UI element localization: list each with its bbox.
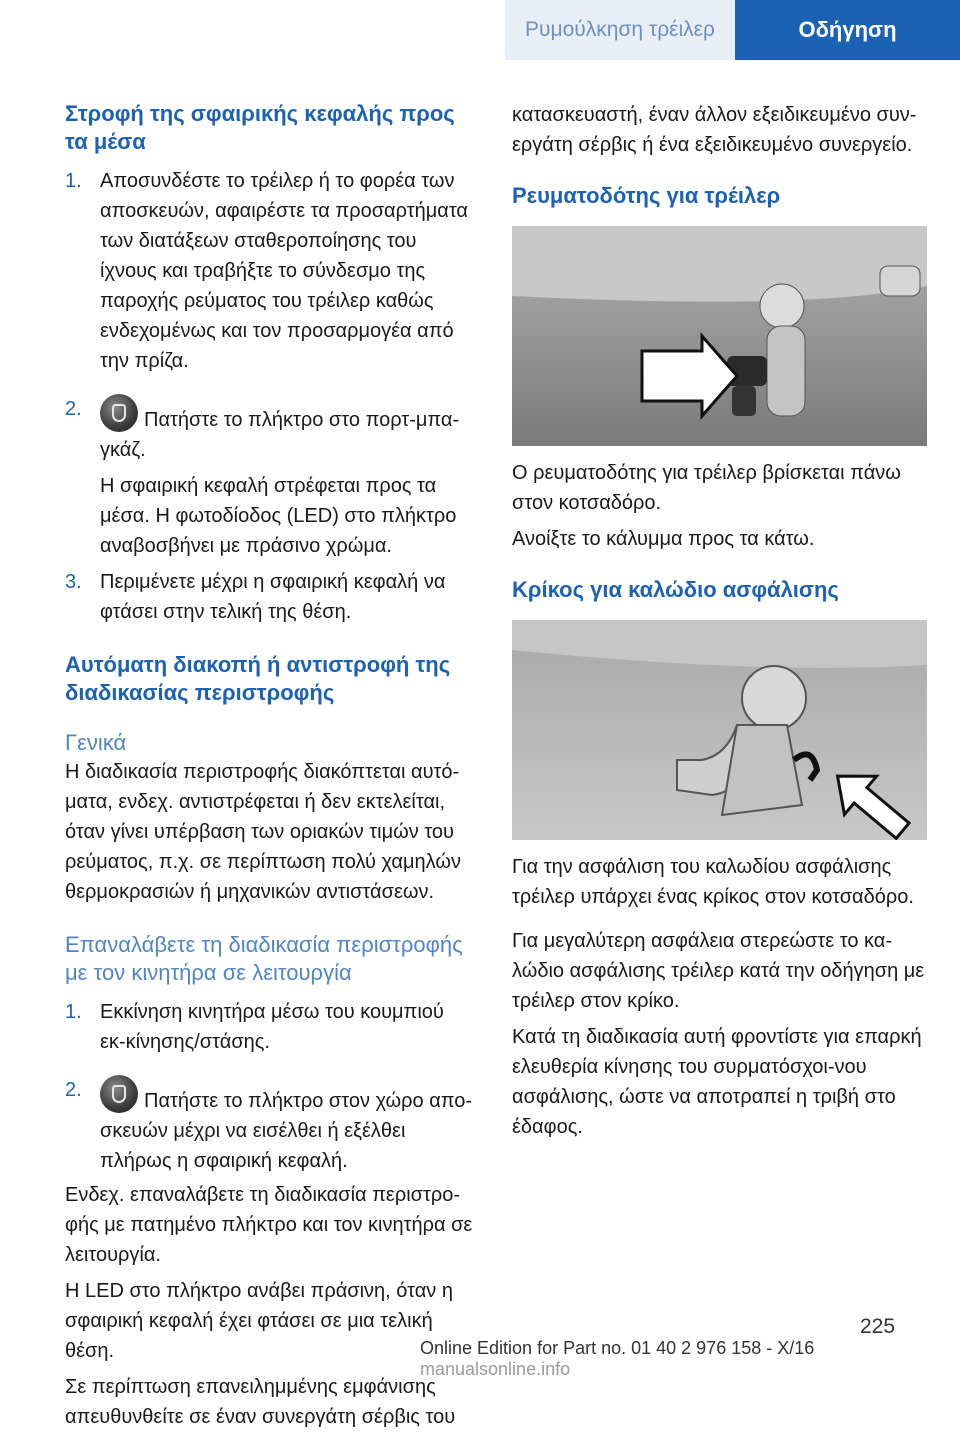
left-column <box>65 100 473 1432</box>
trunk-button-icon <box>100 1075 138 1113</box>
repeat-subheading: Επαναλάβετε τη διαδικασία περιστροφής με τον κινητήρα σε λειτουργία <box>65 932 463 985</box>
step-number: 1. <box>65 170 82 192</box>
ring-paragraph-2: Για μεγαλύτερη ασφάλεια στερεώστε το κα-λώδιο ασφάλισης τρέιλερ κατά την οδήγηση με τρέιλερ στον κρίκο. <box>512 930 925 1012</box>
list-item <box>65 394 473 561</box>
step-number: 1. <box>65 1001 82 1023</box>
auto-stop-heading: Αυτόματη διακοπή ή αντιστροφή της διαδικασίας περιστροφής <box>65 652 451 705</box>
step-number: 2. <box>65 398 82 420</box>
page-number: 225 <box>860 1315 896 1338</box>
edition-label: Online Edition for Part no. 01 40 2 976 158 - X/16 <box>420 1338 815 1358</box>
repeat-paragraph-2: Η LED στο πλήκτρο ανάβει πράσινη, όταν η σφαιρική κεφαλή έχει φτάσει σε μια τελική θέση. <box>65 1280 453 1362</box>
socket-photo <box>512 226 927 446</box>
step-text: Αποσυνδέστε το τρέιλερ ή το φορέα των αποσκευών, αφαιρέστε τα προσαρτήματα των διατάξεων σταθεροποίησης του ίχνους και τραβήξτε το σύνδεσμο της παροχής ρεύματος του τρέιλερ καθώς ενδεχομένως και τον προσαρμογέα από την πρίζα. <box>100 170 468 372</box>
list-item <box>65 166 473 376</box>
watermark: manualsonline.info <box>420 1359 571 1379</box>
ring-photo <box>512 620 927 840</box>
socket-paragraph-1: Ο ρευματοδότης για τρέιλερ βρίσκεται πάνω στον κοτσαδόρο. <box>512 462 901 514</box>
ring-paragraph-3: Κατά τη διαδικασία αυτή φροντίστε για επαρκή ελευθερία κίνησης του συρματόσχοι-νου ασφάλισης, ώστε να αποτραπεί η τριβή στο έδαφος. <box>512 1026 922 1138</box>
page-header <box>505 0 960 60</box>
list-item <box>65 997 473 1057</box>
repeat-paragraph-1: Ενδεχ. επαναλάβετε τη διαδικασία περιστρο-φής με πατημένο πλήκτρο και τον κινητήρα σε λειτουργία. <box>65 1184 473 1266</box>
turn-inward-heading: Στροφή της σφαιρικής κεφαλής προς τα μέσα <box>65 101 455 154</box>
ring-heading: Κρίκος για καλώδιο ασφάλισης <box>512 577 839 602</box>
continued-paragraph: κατασκευαστή, έναν άλλον εξειδικευμένο συν-εργάτη σέρβις ή ένα εξειδικευμένο συνεργείο. <box>512 104 917 156</box>
step-number: 3. <box>65 571 82 593</box>
step-number: 2. <box>65 1079 82 1101</box>
step-text: Εκκίνηση κινητήρα μέσω του κουμπιού εκ-κίνησης/στάσης. <box>100 1001 444 1053</box>
repeat-paragraph-3: Σε περίπτωση επανειλημμένης εμφάνισης απευθυνθείτε σε έναν συνεργάτη σέρβις του <box>65 1376 456 1428</box>
edition-text <box>420 1338 960 1380</box>
general-subheading: Γενικά <box>65 730 127 755</box>
step-text: Πατήστε το πλήκτρο στο πορτ-μπα-γκάζ. <box>100 409 460 461</box>
right-column <box>512 100 932 1142</box>
list-item <box>65 567 473 627</box>
general-paragraph: Η διαδικασία περιστροφής διακόπτεται αυτό-ματα, ενδεχ. αντιστρέφεται ή δεν εκτελείται, όταν γίνει υπέρβαση των οριακών τιμών του ρεύματος, π.χ. σε περίπτωση πολύ χαμηλών θερμοκρασιών ή μηχανικών αντιστάσεων. <box>65 761 461 903</box>
step-text: Περιμένετε μέχρι η σφαιρική κεφαλή να φτάσει στην τελική της θέση. <box>100 571 446 623</box>
step-extra-text: Η σφαιρική κεφαλή στρέφεται προς τα μέσα. Η φωτοδίοδος (LED) στο πλήκτρο αναβοσβήνει με πράσινο χρώμα. <box>100 475 457 557</box>
list-item <box>65 1075 473 1176</box>
chapter-tab: Οδήγηση <box>735 0 960 60</box>
step-text: Πατήστε το πλήκτρο στον χώρο απο-σκευών μέχρι να εισέλθει ή εξέλθει πλήρως η σφαιρική κεφαλή. <box>100 1090 473 1172</box>
ring-paragraph-1: Για την ασφάλιση του καλωδίου ασφάλισης τρέιλερ υπάρχει ένας κρίκος στον κοτσαδόρο. <box>512 856 914 908</box>
socket-paragraph-2: Ανοίξτε το κάλυμμα προς τα κάτω. <box>512 528 815 550</box>
section-tab: Ρυμούλκηση τρέιλερ <box>505 0 735 60</box>
socket-heading: Ρευματοδότης για τρέιλερ <box>512 183 781 208</box>
trunk-button-icon <box>100 394 138 432</box>
